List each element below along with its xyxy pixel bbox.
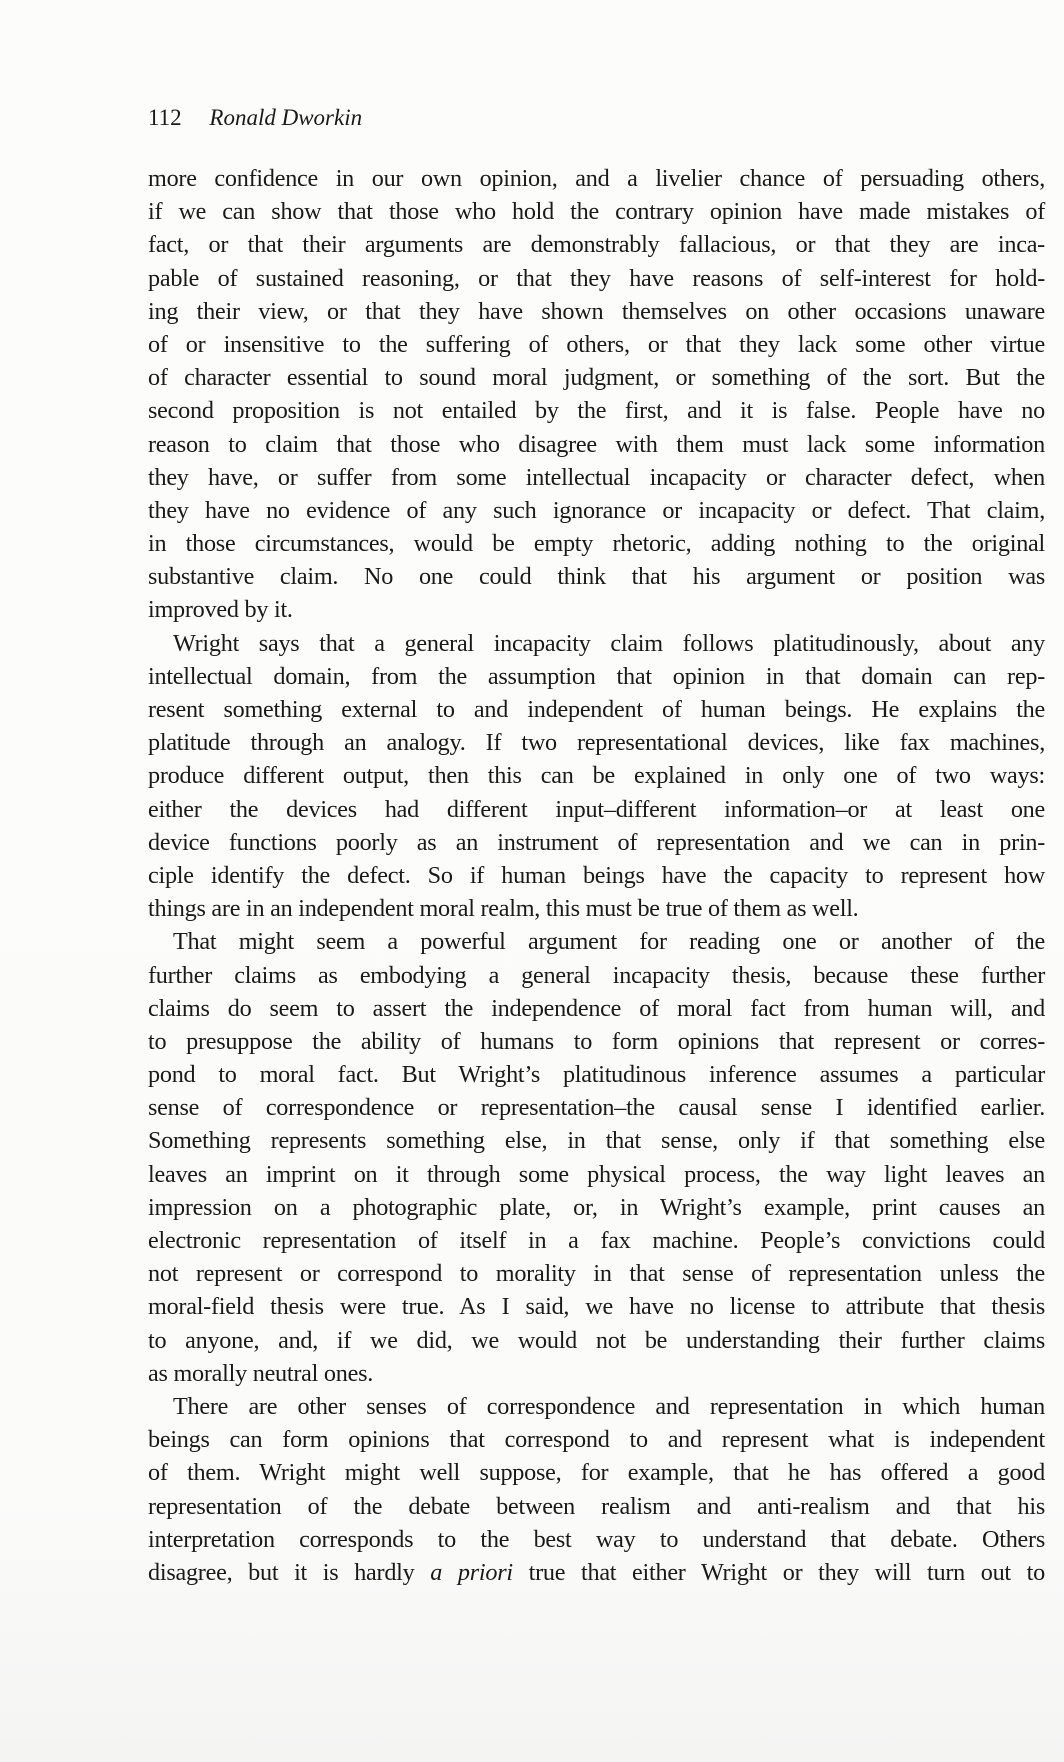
text-line: interpretation corresponds to the best way to understand that debate. Others [148, 1525, 1045, 1553]
text-line: of character essential to sound moral judgment, or something of the sort. But the [148, 364, 1045, 392]
text-line: electronic representation of itself in a fax machine. People’s convictions could [148, 1227, 1045, 1254]
text-line: pable of sustained reasoning, or that they have reasons of self-interest for hold- [148, 264, 1045, 292]
text-line: claims do seem to assert the independence of moral fact from human will, and [148, 994, 1045, 1022]
text-line: not represent or correspond to morality in that sense of representation unless the [148, 1260, 1045, 1288]
text-line: improved by it. [148, 596, 293, 624]
text-line: representation of the debate between realism and anti-realism and that his [148, 1492, 1045, 1520]
text-line: of or insensitive to the suffering of others, or that they lack some other virtue [148, 330, 1045, 358]
running-head [148, 104, 362, 132]
paragraph-1 [148, 162, 1045, 627]
text-line: of them. Wright might well suppose, for example, that he has offered a good [148, 1459, 1045, 1487]
paragraph-4 [148, 1390, 1045, 1589]
body-text [148, 162, 1045, 1589]
text-line: Wright says that a general incapacity claim follows platitudinously, about any [173, 629, 1045, 657]
text-line: either the devices had different input–different information–or at least one [148, 795, 1045, 823]
paragraph-3 [148, 925, 1045, 1390]
text-line-with-italic [148, 1556, 1045, 1589]
text-line: to anyone, and, if we did, we would not be understanding their further claims [148, 1326, 1045, 1354]
text-line: produce different output, then this can be explained in only one of two ways: [148, 762, 1045, 790]
text-line: leaves an imprint on it through some physical process, the way light leaves an [148, 1160, 1045, 1188]
text-line: ing their view, or that they have shown themselves on other occasions unaware [148, 297, 1045, 325]
text-line: they have, or suffer from some intellectual incapacity or character defect, when [148, 463, 1045, 491]
paragraph-2 [148, 627, 1045, 926]
text-line: they have no evidence of any such ignorance or incapacity or defect. That claim, [148, 496, 1045, 524]
text-line: moral-field thesis were true. As I said, we have no license to attribute that thesis [148, 1293, 1045, 1321]
page-number: 112 [148, 105, 182, 130]
text-line: platitude through an analogy. If two representational devices, like fax machines, [148, 729, 1045, 757]
text-line: as morally neutral ones. [148, 1359, 374, 1387]
text-line: ciple identify the defect. So if human beings have the capacity to represent how [148, 861, 1045, 889]
text-line: resent something external to and independent of human beings. He explains the [148, 696, 1045, 723]
text-line: beings can form opinions that correspond to and represent what is independent [148, 1426, 1045, 1454]
text-line: in those circumstances, would be empty rhetoric, adding nothing to the original [148, 530, 1045, 558]
text-segment: disagree, but it is hardly [148, 1558, 431, 1586]
text-line: device functions poorly as an instrument of representation and we can in prin- [148, 828, 1045, 856]
text-line: further claims as embodying a general incapacity thesis, because these further [148, 961, 1045, 989]
text-line: sense of correspondence or representation–the causal sense I identified earlier. [148, 1094, 1045, 1122]
text-line: pond to moral fact. But Wright’s platitudinous inference assumes a particular [148, 1061, 1045, 1089]
running-title-author: Ronald Dworkin [209, 105, 363, 130]
italic-phrase-a-priori: a priori [430, 1558, 513, 1586]
text-line: to presuppose the ability of humans to form opinions that represent or corres- [148, 1027, 1045, 1055]
text-line: things are in an independent moral realm, this must be true of them as well. [148, 895, 859, 923]
text-line: impression on a photographic plate, or, in Wright’s example, print causes an [148, 1193, 1045, 1221]
text-line: substantive claim. No one could think that his argument or position was [148, 563, 1045, 591]
text-line: intellectual domain, from the assumption that opinion in that domain can rep- [148, 662, 1045, 690]
text-line: reason to claim that those who disagree with them must lack some information [148, 430, 1045, 458]
text-line: Something represents something else, in that sense, only if that something else [148, 1127, 1045, 1155]
text-line: if we can show that those who hold the contrary opinion have made mistakes of [148, 198, 1045, 226]
text-line: fact, or that their arguments are demonstrably fallacious, or that they are inca- [148, 231, 1045, 259]
text-line: more confidence in our own opinion, and a livelier chance of persuading others, [148, 165, 1045, 192]
text-line: There are other senses of correspondence and representation in which human [173, 1392, 1045, 1420]
text-segment: true that either Wright or they will turn out to [512, 1558, 1045, 1586]
text-line: That might seem a powerful argument for reading one or another of the [173, 928, 1045, 956]
text-line: second proposition is not entailed by the first, and it is false. People have no [148, 397, 1045, 425]
